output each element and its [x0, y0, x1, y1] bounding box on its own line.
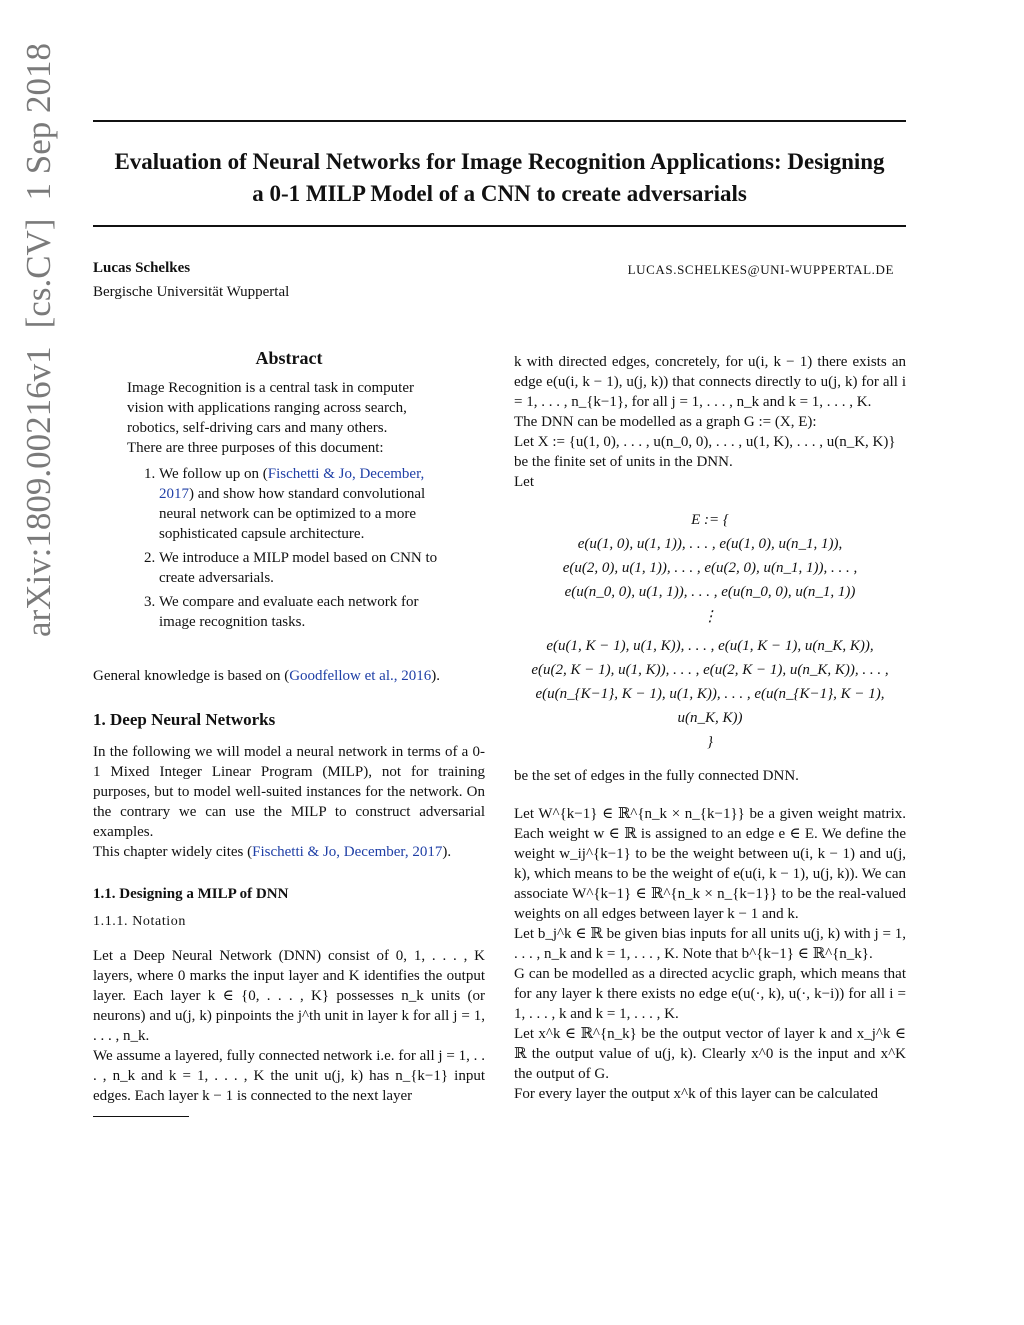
paper-title: [93, 146, 906, 210]
arxiv-id[interactable]: arXiv:1809.00216v1: [19, 346, 58, 638]
subsubsection-heading: 1.1.1. Notation: [93, 914, 186, 929]
section-paragraph: This chapter widely cites (Fischetti & Jo, December, 2017).: [93, 844, 452, 860]
body-paragraph: For every layer the output x^k of this layer can be calculated: [514, 1086, 878, 1102]
general-knowledge-note: General knowledge is based on (Goodfellow et al., 2016).: [93, 668, 440, 684]
body-paragraph: k with directed edges, concretely, for u(i, k − 1) there exists an edge e(u(i, k − 1), u(j, k)) that connects directly to u(j, k) for all i = 1, . . . , n_{k−1}, for all j = 1, . . . , n_k and k = 1, . . . , K.: [514, 354, 906, 410]
section-paragraph: In the following we will model a neural network in terms of a 0-1 Mixed Integer Linear Program (MILP), not for training purposes, but to model well-suited instances for the network. On the contrary we can use the MILP to construct adversarial examples.: [93, 744, 485, 840]
abstract-heading: Abstract: [255, 348, 323, 368]
equation-line: e(u(1, 0), u(1, 1)), . . . , e(u(1, 0), u(n_1, 1)),: [577, 536, 843, 552]
equation-line: e(u(2, K − 1), u(1, K)), . . . , e(u(2, K − 1), u(n_K, K)), . . . ,: [531, 662, 889, 678]
arxiv-date: 1 Sep 2018: [19, 43, 58, 201]
abstract-purpose-list: [127, 464, 451, 632]
body-paragraph: Let x^k ∈ ℝ^{n_k} be the output vector of layer k and x_j^k ∈ ℝ the output value of u(j, k). Clearly x^0 is the input and x^K the output of G.: [514, 1026, 906, 1082]
subsection-heading: 1.1. Designing a MILP of DNN: [93, 886, 289, 902]
body-paragraph: be the set of edges in the fully connected DNN.: [514, 768, 799, 784]
title-rule-top: [93, 120, 906, 122]
equation-line: e(u(n_{K−1}, K − 1), u(1, K)), . . . , e(u(n_{K−1}, K − 1), u(n_K, K)): [535, 686, 885, 726]
arxiv-category: [cs.CV]: [19, 218, 58, 329]
abstract-intro: Image Recognition is a central task in computer vision with applications ranging across search, robotics, self-driving cars and many others.: [127, 380, 414, 436]
title-line-1: Evaluation of Neural Networks for Image Recognition Applications: Designing: [114, 149, 885, 174]
body-paragraph: The DNN can be modelled as a graph G := (X, E):: [514, 414, 817, 430]
equation-line: e(u(2, 0), u(1, 1)), . . . , e(u(2, 0), u(n_1, 1)), . . . ,: [562, 560, 858, 576]
right-column: [514, 352, 906, 1104]
equation-line: e(u(1, K − 1), u(1, K)), . . . , e(u(1, K − 1), u(n_K, K)),: [546, 638, 874, 654]
footnote-rule: [93, 1116, 189, 1117]
body-paragraph: Let W^{k−1} ∈ ℝ^{n_k × n_{k−1}} be a given weight matrix. Each weight w ∈ ℝ is assigned to an edge e ∈ E. We define the weight w_ij^{k−1} to be the weight between u(i, k − 1) and u(j, k), which means to be the weight of e(u(i, k − 1), u(j, k)). We can associate W^{k−1} ∈ ℝ^{n_k × n_{k−1}} to be the real-valued weights on all edges between layer k − 1 and k.: [514, 806, 906, 922]
abstract-purposes-intro: There are three purposes of this document:: [127, 440, 384, 456]
body-paragraph: Let: [514, 474, 534, 490]
section-paragraph: Let a Deep Neural Network (DNN) consist of 0, 1, . . . , K layers, where 0 marks the input layer and K identifies the output layer. Each layer k ∈ {0, . . . , K} possesses n_k units (or neurons) and u(j, k) pinpoints the j^th unit in layer k for all j = 1, . . . , n_k.: [93, 948, 485, 1044]
equation-vdots: ⋮: [702, 609, 718, 625]
author-affiliation: Bergische Universität Wuppertal: [93, 284, 290, 300]
abstract-purpose-item: 1. We follow up on (Fischetti & Jo, December, 2017) and show how standard convolutional neural network can be optimized to a more sophisticated capsule architecture.: [159, 464, 451, 544]
body-paragraph: Let X := {u(1, 0), . . . , u(n_0, 0), . . . , u(1, K), . . . , u(n_K, K)} be the finite set of units in the DNN.: [514, 434, 896, 470]
author-name: Lucas Schelkes: [93, 260, 191, 276]
citation-link[interactable]: Goodfellow et al., 2016: [289, 668, 432, 684]
edge-set-equation: [514, 508, 906, 754]
section-paragraph: We assume a layered, fully connected network i.e. for all j = 1, . . . , n_k and k = 1, . . . , K the unit u(j, k) has n_{k−1} input edges. Each layer k − 1 is connected to the next layer: [93, 1048, 485, 1104]
author-email[interactable]: LUCAS.SCHELKES@UNI-WUPPERTAL.DE: [627, 262, 894, 277]
section-heading: 1. Deep Neural Networks: [93, 710, 276, 729]
left-column: [93, 348, 485, 1117]
body-paragraph: Let b_j^k ∈ ℝ be given bias inputs for all units u(j, k) with j = 1, . . . , n_k and k = 1, . . . , K. Note that b^{k−1} ∈ ℝ^{n_k}.: [514, 926, 906, 962]
equation-line: E := {: [691, 512, 729, 528]
equation-line: }: [707, 734, 713, 750]
abstract: [127, 378, 451, 632]
equation-line: e(u(n_0, 0), u(1, 1)), . . . , e(u(n_0, 0), u(n_1, 1)): [564, 584, 856, 600]
citation-link[interactable]: Fischetti & Jo, December, 2017: [159, 466, 425, 502]
citation-link[interactable]: Fischetti & Jo, December, 2017: [252, 844, 443, 860]
abstract-purpose-item: 2. We introduce a MILP model based on CNN to create adversarials.: [159, 548, 451, 588]
body-paragraph: G can be modelled as a directed acyclic graph, which means that for any layer k there exists no edge e(u(·, k), u(·, k−i)) for all i = 1, . . . , k and k = 1, . . . , K.: [514, 966, 906, 1022]
title-line-2: a 0-1 MILP Model of a CNN to create adversarials: [252, 181, 747, 206]
title-rule-bottom: [93, 225, 906, 227]
arxiv-stamp: [10, 40, 68, 640]
abstract-purpose-item: 3. We compare and evaluate each network for image recognition tasks.: [159, 592, 451, 632]
